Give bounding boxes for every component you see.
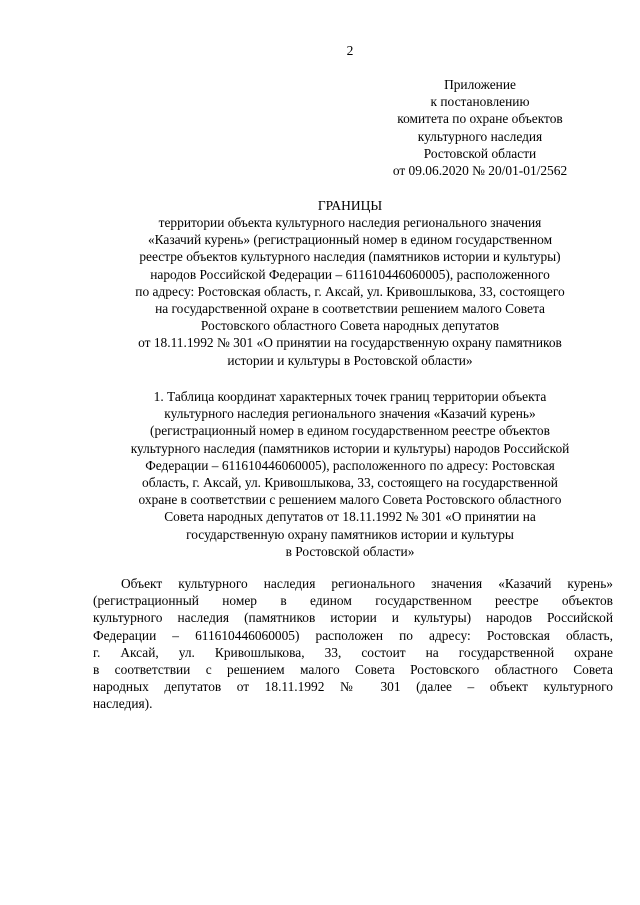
- appendix-line: комитета по охране объектов: [397, 111, 563, 127]
- appendix-header: [380, 76, 580, 179]
- section-line: 1. Таблица координат характерных точек границ территории объекта: [153, 389, 547, 404]
- section-line: область, г. Аксай, ул. Кривошлыкова, 33, состоящего на государственной: [142, 475, 558, 491]
- paragraph-line: в соответствии с решением малого Совета Ростовского областного Совета: [93, 662, 613, 678]
- subtitle-line: «Казачий курень» (регистрационный номер в едином государственном: [147, 232, 553, 248]
- appendix-line: Ростовской области: [423, 145, 537, 161]
- section-line: государственную охрану памятников истории и культуры: [186, 526, 514, 542]
- appendix-line: культурного наследия: [417, 128, 543, 144]
- paragraph-line: (регистрационный номер в едином государственном реестре объектов: [93, 593, 613, 609]
- paragraph-line: Объект культурного наследия регионального значения «Казачий курень»: [121, 576, 613, 591]
- paragraph-line: г. Аксай, ул. Кривошлыкова, 33, состоит на государственной охране: [93, 644, 613, 660]
- document-subtitle: [95, 214, 605, 369]
- subtitle-line: реестре объектов культурного наследия (памятников истории и культуры): [139, 249, 561, 265]
- page-number: 2: [346, 43, 354, 58]
- appendix-line: к постановлению: [430, 94, 530, 110]
- section-line: культурного наследия (памятников истории и культуры) народов Российской: [130, 440, 570, 456]
- subtitle-line: Ростовского областного Совета народных депутатов: [200, 318, 500, 334]
- section-line: охране в соответствии с решением малого Совета Ростовского областного: [138, 492, 562, 508]
- section-line: (регистрационный номер в едином государственном реестре объектов: [150, 423, 550, 439]
- appendix-line: от 09.06.2020 № 20/01-01/2562: [392, 163, 568, 179]
- subtitle-line: народов Российской Федерации – 611610446060005), расположенного: [150, 266, 550, 282]
- subtitle-line: территории объекта культурного наследия регионального значения: [158, 215, 542, 230]
- paragraph-line: народных депутатов от 18.11.1992 № 301 (далее – объект культурного: [93, 679, 613, 695]
- subtitle-line: по адресу: Ростовская область, г. Аксай, ул. Кривошлыкова, 33, состоящего: [135, 283, 565, 299]
- subtitle-line: от 18.11.1992 № 301 «О принятии на государственную охрану памятников: [138, 335, 562, 351]
- paragraph-line: Федерации – 611610446060005) расположен по адресу: Ростовская область,: [93, 627, 613, 643]
- subtitle-line: истории и культуры в Ростовской области»: [227, 352, 473, 368]
- section-line: культурного наследия регионального значения «Казачий курень»: [164, 406, 536, 422]
- subtitle-line: на государственной охране в соответствии решением малого Совета: [155, 301, 545, 317]
- section-line: Совета народных депутатов от 18.11.1992 № 301 «О принятии на: [164, 509, 536, 525]
- document-title: ГРАНИЦЫ: [317, 198, 383, 213]
- section-1-heading: [95, 388, 605, 560]
- paragraph-line: наследия).: [93, 696, 153, 712]
- body-paragraph: [93, 575, 613, 713]
- appendix-line: Приложение: [444, 77, 516, 92]
- section-line: в Ростовской области»: [285, 543, 415, 559]
- section-line: Федерации – 611610446060005), расположенного по адресу: Ростовская: [145, 457, 555, 473]
- paragraph-line: культурного наследия (памятников истории и культуры) народов Российской: [93, 610, 613, 626]
